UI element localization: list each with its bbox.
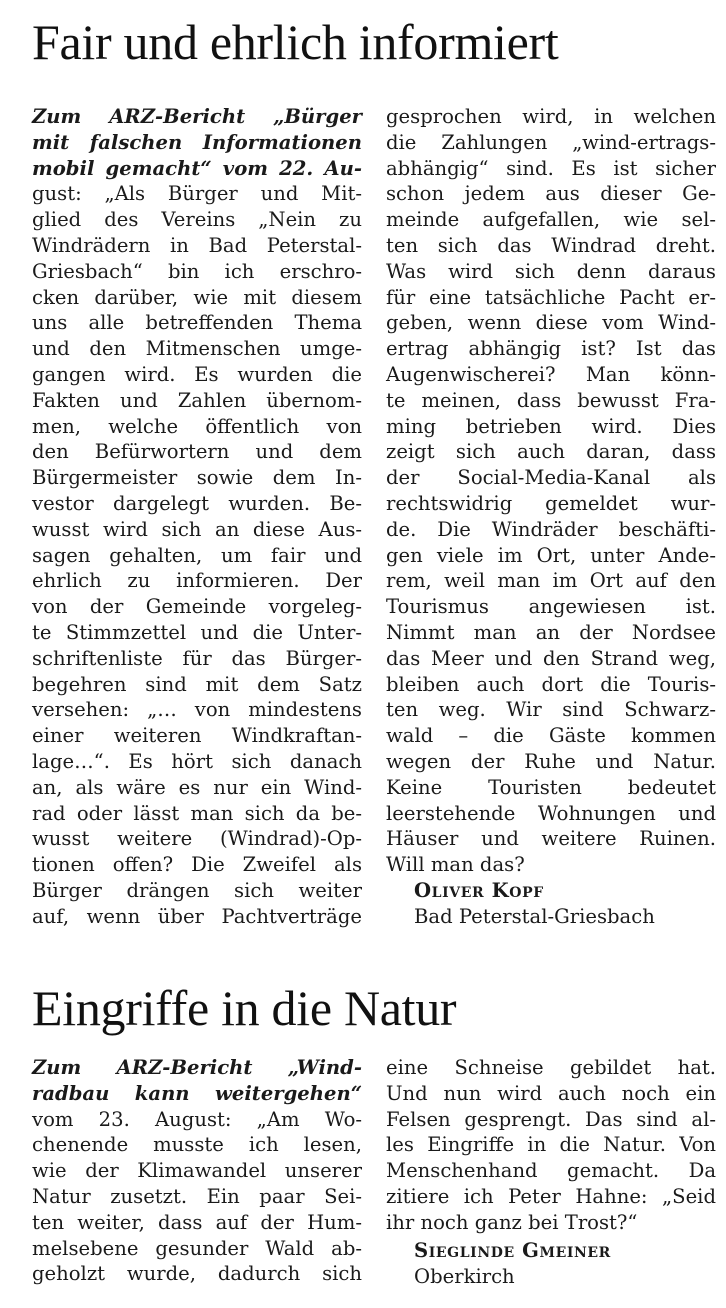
- text-line: rad oder lässt man sich da be-: [32, 801, 362, 825]
- author-location: Bad Peterstal-Griesbach: [414, 905, 655, 928]
- author-location: Oberkirch: [414, 1265, 515, 1288]
- text-line: Tourismus angewiesen ist.: [386, 595, 716, 619]
- text-line: Fakten und Zahlen übernom-: [32, 388, 362, 412]
- text-line: les Eingriffe in die Natur. Von: [386, 1133, 716, 1157]
- text-line: ming betrieben wird. Dies: [386, 414, 716, 438]
- text-line: gangen wird. Es wurden die: [32, 362, 362, 386]
- text-line: Keine Touristen bedeutet: [386, 775, 716, 799]
- text-line: rem, weil man im Ort auf den: [386, 569, 716, 593]
- text-line: te Stimmzettel und die Unter-: [32, 620, 362, 644]
- text-line: auf, wenn über Pachtverträge: [32, 904, 362, 928]
- text-line: begehren sind mit dem Satz: [32, 672, 362, 696]
- text-line: cken darüber, wie mit diesem: [32, 285, 362, 309]
- text-line: Menschenhand gemacht. Da: [386, 1159, 716, 1183]
- text-line: lage…“. Es hört sich danach: [32, 749, 362, 773]
- text-line: meinde aufgefallen, wie sel-: [386, 208, 716, 232]
- text-line: men, welche öffentlich von: [32, 414, 362, 438]
- text-line: ten weg. Wir sind Schwarz-: [386, 698, 716, 722]
- text-line: eine Schneise gebildet hat.: [386, 1056, 716, 1079]
- text-line: wie der Klimawandel unserer: [32, 1159, 362, 1183]
- text-line: versehen: „… von mindestens: [32, 698, 362, 722]
- text-line: tionen offen? Die Zweifel als: [32, 853, 362, 877]
- headline: Fair und ehrlich informiert: [32, 14, 559, 70]
- text-line: geholzt wurde, dadurch sich: [32, 1262, 362, 1286]
- text-line: Häuser und weitere Ruinen.: [386, 827, 716, 851]
- text-line: Bürgermeister sowie dem In-: [32, 466, 362, 490]
- text-line: der Social-Media-Kanal als: [386, 466, 716, 490]
- text-line: wusst weitere (Windrad)-Op-: [32, 827, 362, 851]
- text-line: Zum ARZ-Bericht „Bürger: [32, 105, 362, 128]
- text-line: gen viele im Ort, unter Ande-: [386, 543, 716, 567]
- headline: Eingriffe in die Natur: [32, 980, 457, 1036]
- text-line: leerstehende Wohnungen und: [386, 801, 716, 825]
- text-line: radbau kann weitergehen“: [32, 1081, 362, 1105]
- text-line: chenende musste ich lesen,: [32, 1133, 362, 1157]
- text-line: uns alle betreffenden Thema: [32, 311, 362, 335]
- text-line: schon jedem aus dieser Ge-: [386, 182, 716, 206]
- text-line: zeigt sich auch daran, dass: [386, 440, 716, 464]
- text-line: Augenwischerei? Man könn-: [386, 362, 716, 386]
- text-line: ten sich das Windrad dreht.: [386, 233, 716, 257]
- text-line: einer weiteren Windkraftan-: [32, 724, 362, 748]
- text-line: bleiben auch dort die Touris-: [386, 672, 716, 696]
- text-line: ertrag abhängig ist? Ist das: [386, 337, 716, 361]
- text-line: ten weiter, dass auf der Hum-: [32, 1210, 362, 1234]
- text-line: Zum ARZ-Bericht „Wind-: [32, 1056, 362, 1079]
- text-line: geben, wenn diese vom Wind-: [386, 311, 716, 335]
- text-line: an, als wäre es nur ein Wind-: [32, 775, 362, 799]
- left-column: [32, 104, 362, 930]
- right-column: [386, 1055, 716, 1236]
- text-line: vestor dargelegt wurden. Be-: [32, 491, 362, 515]
- text-line: Felsen gesprengt. Das sind al-: [386, 1107, 716, 1131]
- text-line: sagen gehalten, um fair und: [32, 543, 362, 567]
- text-line: Natur zusetzt. Ein paar Sei-: [32, 1184, 362, 1208]
- text-line: Und nun wird auch noch ein: [386, 1081, 716, 1105]
- text-line: mobil gemacht“ vom 22. Au-: [32, 156, 362, 180]
- signature: [414, 878, 655, 930]
- author-name: Oliver Kopf: [414, 879, 544, 902]
- text-line: de. Die Windräder beschäfti-: [386, 517, 716, 541]
- text-line: zitiere ich Peter Hahne: „Seid: [386, 1184, 716, 1208]
- text-line: das Meer und den Strand weg,: [386, 646, 716, 670]
- text-line: und den Mitmenschen umge-: [32, 337, 362, 361]
- text-line: von der Gemeinde vorgeleg-: [32, 595, 362, 619]
- text-line: schriftenliste für das Bürger-: [32, 646, 362, 670]
- signature: [414, 1238, 611, 1290]
- text-line: Was wird sich denn daraus: [386, 259, 716, 283]
- text-line: Griesbach“ bin ich erschro-: [32, 259, 362, 283]
- text-line: den Befürwortern und dem: [32, 440, 362, 464]
- text-line: Nimmt man an der Nordsee: [386, 620, 716, 644]
- text-line: glied des Vereins „Nein zu: [32, 208, 362, 232]
- author-name: Sieglinde Gmeiner: [414, 1239, 611, 1262]
- text-line: vom 23. August: „Am Wo-: [32, 1107, 362, 1131]
- text-line: Bürger drängen sich weiter: [32, 878, 362, 902]
- text-line: ihr noch ganz bei Trost?“: [386, 1210, 638, 1234]
- text-line: melsebene gesunder Wald ab-: [32, 1236, 362, 1260]
- text-line: wusst wird sich an diese Aus-: [32, 517, 362, 541]
- text-line: Will man das?: [386, 853, 525, 877]
- text-line: Windrädern in Bad Peterstal-: [32, 233, 362, 257]
- text-line: abhängig“ sind. Es ist sicher: [386, 156, 716, 180]
- left-column: [32, 1055, 362, 1287]
- text-line: wegen der Ruhe und Natur.: [386, 749, 716, 773]
- text-line: ehrlich zu informieren. Der: [32, 569, 362, 593]
- text-line: für eine tatsächliche Pacht er-: [386, 285, 716, 309]
- text-line: te meinen, dass bewusst Fra-: [386, 388, 716, 412]
- text-line: rechtswidrig gemeldet wur-: [386, 491, 716, 515]
- text-line: gesprochen wird, in welchen: [386, 105, 716, 128]
- text-line: mit falschen Informationen: [32, 130, 362, 154]
- text-line: wald – die Gäste kommen: [386, 724, 716, 748]
- right-column: [386, 104, 716, 878]
- text-line: die Zahlungen „wind-ertrags-: [386, 130, 716, 154]
- text-line: gust: „Als Bürger und Mit-: [32, 182, 362, 206]
